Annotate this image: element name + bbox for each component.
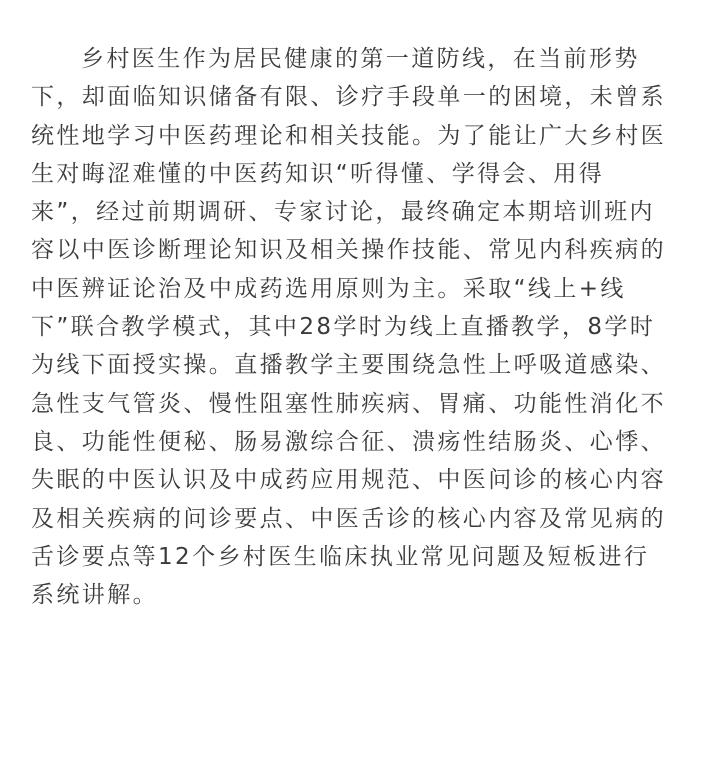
paragraph-line: 系统讲解。: [31, 582, 158, 609]
paragraph-line: 及相关疾病的问诊要点、中医舌诊的核心内容及常见病的: [31, 505, 666, 532]
paragraph-line: 中医辨证论治及中成药选用原则为主。采取“线上+线: [31, 275, 626, 302]
paragraph-line: 容以中医诊断理论知识及相关操作技能、常见内科疾病的: [31, 237, 666, 264]
paragraph-line: 生对晦涩难懂的中医药知识“听得懂、学得会、用得: [31, 160, 605, 187]
paragraph-line: 为线下面授实操。直播教学主要围绕急性上呼吸道感染、: [31, 352, 666, 379]
paragraph-line: 统性地学习中医药理论和相关技能。为了能让广大乡村医: [31, 122, 666, 149]
paragraph-line: 失眠的中医认识及中成药应用规范、中医问诊的核心内容: [31, 467, 666, 494]
paragraph-line: 来”，经过前期调研、专家讨论，最终确定本期培训班内: [31, 199, 655, 226]
paragraph-line: 舌诊要点等12个乡村医生临床执业常见问题及短板进行: [31, 543, 650, 570]
paragraph-line: 急性支气管炎、慢性阻塞性肺疾病、胃痛、功能性消化不: [31, 390, 666, 417]
paragraph-line: 乡村医生作为居民健康的第一道防线，在当前形势: [81, 46, 640, 72]
paragraph-line: 下，却面临知识储备有限、诊疗手段单一的困境，未曾系: [31, 84, 666, 111]
paragraph-line: 良、功能性便秘、肠易激综合征、溃疡性结肠炎、心悸、: [31, 428, 666, 455]
article-paragraph: [31, 40, 701, 614]
paragraph-line: 下”联合教学模式，其中28学时为线上直播教学，8学时: [31, 314, 656, 341]
